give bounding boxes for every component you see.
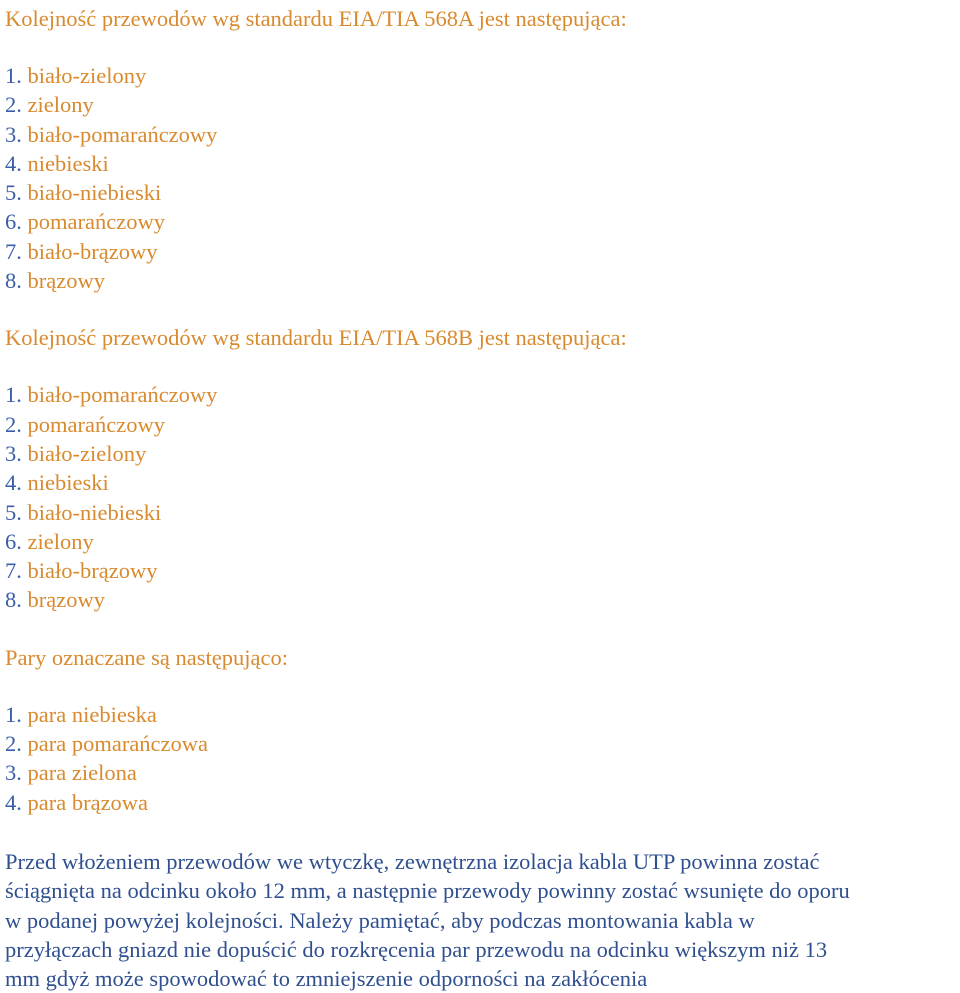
item-text: biało-niebieski bbox=[27, 180, 162, 206]
item-text: brązowy bbox=[27, 268, 105, 294]
list-item bbox=[5, 149, 960, 178]
paragraph-line bbox=[0, 906, 960, 935]
list-item bbox=[5, 207, 960, 236]
item-text: para pomarańczowa bbox=[27, 731, 209, 757]
paragraph-line bbox=[0, 876, 960, 905]
paragraph-text: Przed włożeniem przewodów we wtyczkę, zewnętrzna izolacja kabla UTP powinna zostać bbox=[5, 848, 820, 874]
item-text: zielony bbox=[27, 92, 94, 118]
paragraph-line bbox=[0, 964, 960, 993]
item-text: zielony bbox=[27, 528, 94, 554]
item-number: 8. bbox=[5, 268, 22, 294]
list-item bbox=[5, 61, 960, 90]
list-item bbox=[5, 439, 960, 468]
item-number: 6. bbox=[5, 209, 22, 235]
list-item bbox=[5, 498, 960, 527]
list-pairs bbox=[0, 700, 960, 817]
list-item bbox=[5, 585, 960, 614]
item-text: pomarańczowy bbox=[27, 209, 165, 235]
list-item bbox=[5, 758, 960, 787]
item-text: niebieski bbox=[27, 150, 109, 176]
list-item bbox=[5, 120, 960, 149]
item-number: 8. bbox=[5, 587, 22, 613]
item-number: 5. bbox=[5, 499, 22, 525]
item-number: 5. bbox=[5, 180, 22, 206]
heading-568b: Kolejność przewodów wg standardu EIA/TIA 568B jest następująca: bbox=[5, 325, 627, 351]
paragraph-text: ściągnięta na odcinku około 12 mm, a następnie przewody powinny zostać wsunięte do oporu bbox=[5, 878, 850, 904]
item-number: 2. bbox=[5, 731, 22, 757]
item-number: 4. bbox=[5, 789, 22, 815]
item-text: niebieski bbox=[27, 470, 109, 496]
item-text: brązowy bbox=[27, 587, 105, 613]
list-568a bbox=[0, 61, 960, 295]
list-item bbox=[5, 468, 960, 497]
paragraph-text: przyłączach gniazd nie dopuścić do rozkręcenia par przewodu na odcinku większym niż 13 bbox=[5, 936, 828, 962]
item-number: 4. bbox=[5, 150, 22, 176]
item-number: 2. bbox=[5, 92, 22, 118]
list-568b bbox=[0, 380, 960, 614]
item-text: biało-brązowy bbox=[27, 558, 158, 584]
item-number: 2. bbox=[5, 411, 22, 437]
list-item bbox=[5, 410, 960, 439]
item-text: biało-zielony bbox=[27, 440, 147, 466]
paragraph-line bbox=[0, 935, 960, 964]
item-number: 3. bbox=[5, 440, 22, 466]
paragraph-line bbox=[0, 847, 960, 876]
item-number: 7. bbox=[5, 238, 22, 264]
item-number: 4. bbox=[5, 470, 22, 496]
list-item bbox=[5, 266, 960, 295]
list-item bbox=[5, 380, 960, 409]
item-text: biało-pomarańczowy bbox=[27, 121, 218, 147]
body-paragraph bbox=[0, 847, 960, 993]
item-number: 7. bbox=[5, 558, 22, 584]
list-item bbox=[5, 788, 960, 817]
list-item bbox=[5, 527, 960, 556]
paragraph-text: Należy pamiętać, aby podczas montowania kabla w bbox=[283, 907, 755, 933]
item-text: para niebieska bbox=[27, 701, 157, 727]
list-item bbox=[5, 237, 960, 266]
item-text: biało-zielony bbox=[27, 63, 147, 88]
item-text: biało-brązowy bbox=[27, 238, 158, 264]
item-number: 1. bbox=[5, 382, 22, 408]
item-number: 3. bbox=[5, 760, 22, 786]
item-number: 6. bbox=[5, 528, 22, 554]
item-text: para zielona bbox=[27, 760, 137, 786]
item-text: biało-pomarańczowy bbox=[27, 382, 218, 408]
list-item bbox=[5, 178, 960, 207]
list-item bbox=[5, 90, 960, 119]
item-number: 1. bbox=[5, 63, 22, 88]
heading-568a: Kolejność przewodów wg standardu EIA/TIA 568A jest następująca: bbox=[5, 6, 627, 31]
item-number: 1. bbox=[5, 701, 22, 727]
list-item bbox=[5, 700, 960, 729]
item-text: biało-niebieski bbox=[27, 499, 162, 525]
item-text: pomarańczowy bbox=[27, 411, 165, 437]
item-number: 3. bbox=[5, 121, 22, 147]
item-text: para brązowa bbox=[27, 789, 149, 815]
paragraph-text: w podanej powyżej kolejności. bbox=[5, 907, 284, 933]
list-item bbox=[5, 556, 960, 585]
heading-pairs: Pary oznaczane są następująco: bbox=[5, 644, 288, 670]
list-item bbox=[5, 729, 960, 758]
paragraph-text: mm gdyż może spowodować to zmniejszenie odporności na zakłócenia bbox=[5, 966, 648, 992]
